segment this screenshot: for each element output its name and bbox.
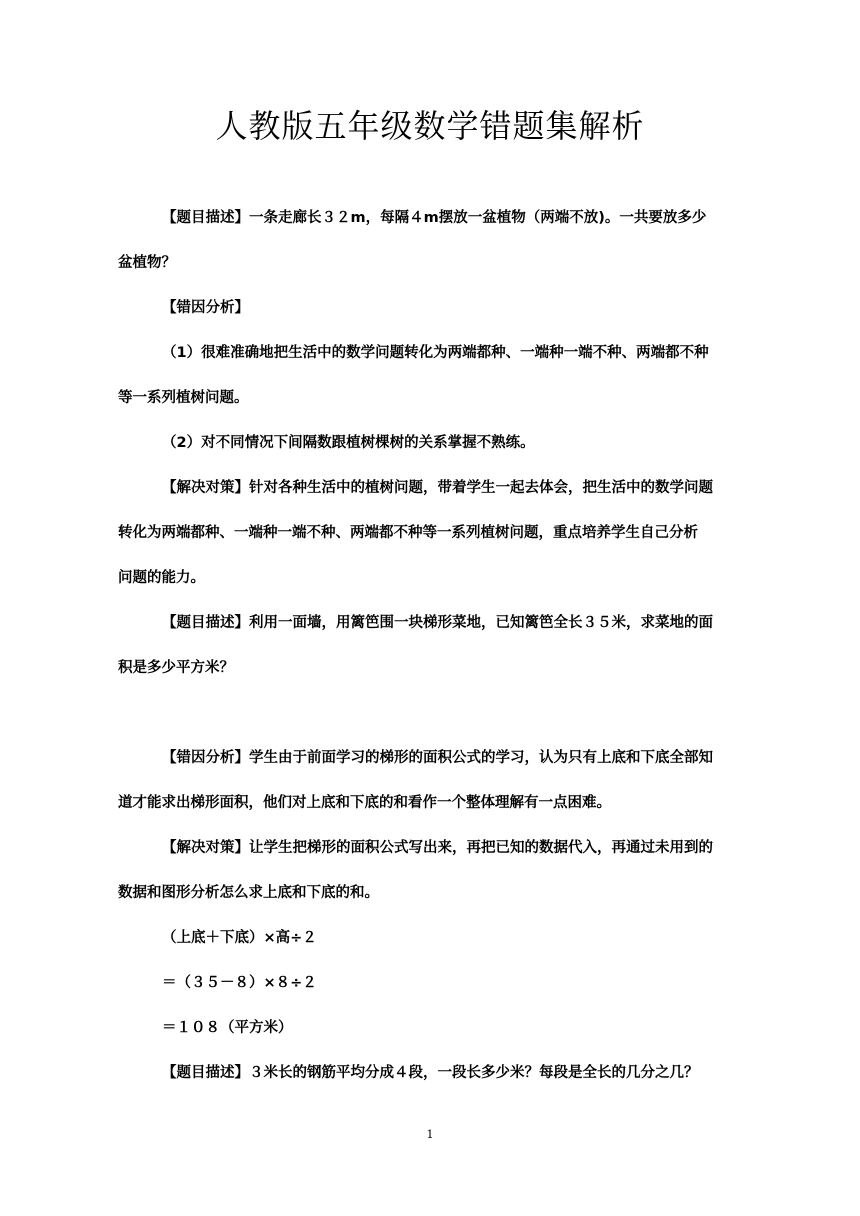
problem-1-error-point-1-line-1: （1）很难准确地把生活中的数学问题转化为两端都种、一端种一端不种、两端都不种 xyxy=(162,345,709,361)
document-title: 人教版五年级数学错题集解析 xyxy=(215,107,645,145)
problem-2-calculation: ＝（３５－８）×８÷２ xyxy=(162,975,317,991)
problem-2-error-analysis-line-1: 【错因分析】学生由于前面学习的梯形的面积公式的学习，认为只有上底和下底全部知 xyxy=(162,750,713,766)
problem-2-description-line-1: 【题目描述】利用一面墙，用篱笆围一块梯形菜地，已知篱笆全长３５米，求菜地的面 xyxy=(162,615,713,631)
problem-1-solution-line-3: 问题的能力。 xyxy=(118,570,205,586)
problem-1-error-point-2: （2）对不同情况下间隔数跟植树棵树的关系掌握不熟练。 xyxy=(162,435,535,451)
problem-1-description-line-2: 盆植物？ xyxy=(118,255,176,271)
page-number: 1 xyxy=(426,1128,434,1141)
problem-1-error-point-1-line-2: 等一系列植树问题。 xyxy=(118,390,249,406)
problem-1-solution-line-2: 转化为两端都种、一端种一端不种、两端都不种等一系列植树问题，重点培养学生自己分析 xyxy=(118,525,698,541)
problem-2-error-analysis-line-2: 道才能求出梯形面积，他们对上底和下底的和看作一个整体理解有一点困难。 xyxy=(118,795,611,811)
problem-3-description: 【题目描述】３米长的钢筋平均分成４段，一段长多少米？每段是全长的几分之几？ xyxy=(162,1065,699,1081)
problem-1-description-line-1: 【题目描述】一条走廊长３２m，每隔４m摆放一盆植物（两端不放)。一共要放多少 xyxy=(162,210,707,226)
problem-2-description-line-2: 积是多少平方米？ xyxy=(118,660,234,676)
problem-2-solution-line-1: 【解决对策】让学生把梯形的面积公式写出来，再把已知的数据代入，再通过未用到的 xyxy=(162,840,713,856)
problem-1-error-analysis-heading: 【错因分析】 xyxy=(162,300,249,316)
problem-1-solution-line-1: 【解决对策】针对各种生活中的植树问题，带着学生一起去体会，把生活中的数学问题 xyxy=(162,480,713,496)
problem-2-answer: ＝１０８（平方米） xyxy=(162,1020,293,1036)
problem-2-solution-line-2: 数据和图形分析怎么求上底和下底的和。 xyxy=(118,885,379,901)
problem-2-formula: （上底＋下底）×高÷２ xyxy=(162,930,317,946)
